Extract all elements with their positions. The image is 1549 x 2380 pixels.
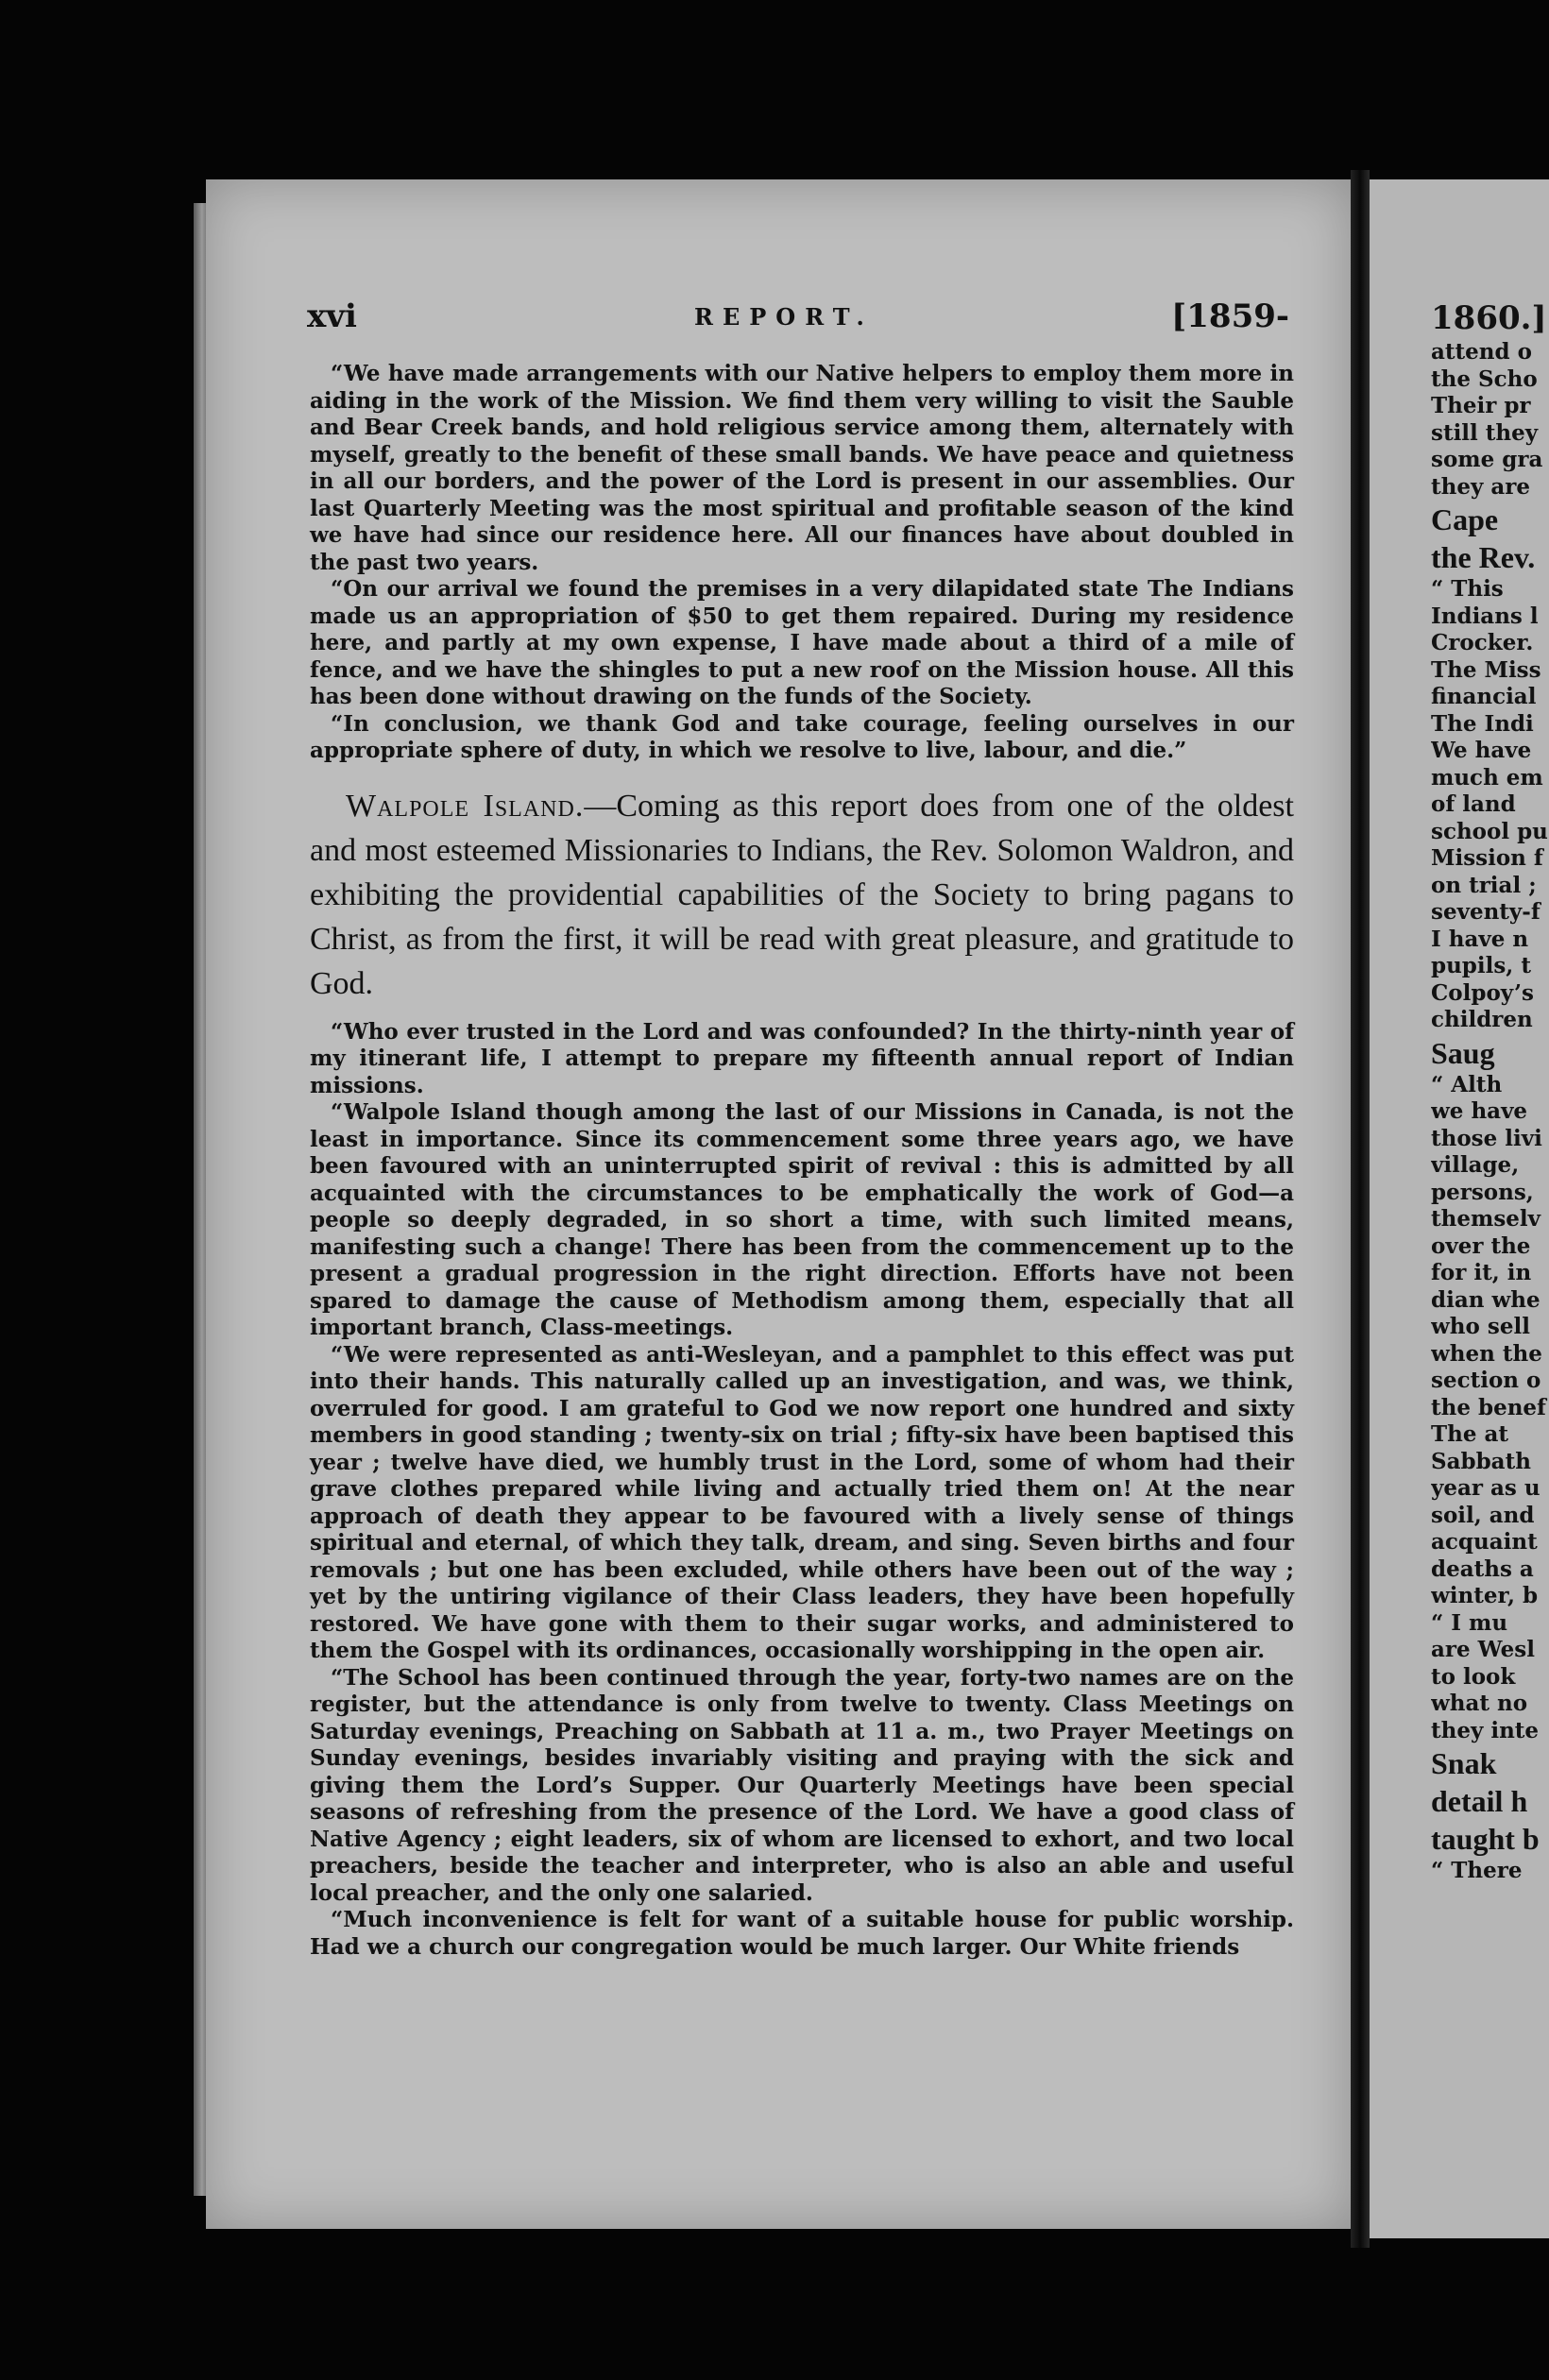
section-heading: Walpole Island. xyxy=(346,788,585,824)
right-page-line: We have xyxy=(1431,738,1532,763)
right-page-line: are Wesl xyxy=(1431,1637,1535,1662)
right-page-line: on trial ; xyxy=(1431,872,1537,898)
right-page-line: for it, in xyxy=(1431,1260,1532,1285)
right-page-line: The Indi xyxy=(1431,710,1534,737)
right-page-line: Snak xyxy=(1431,1746,1497,1780)
right-page-line: acquaint xyxy=(1431,1529,1538,1555)
right-page-line: school pu xyxy=(1431,818,1548,844)
right-page-line: Mission f xyxy=(1431,845,1543,871)
right-page-line: Crocker. xyxy=(1431,630,1534,655)
right-page-line: soil, and xyxy=(1431,1502,1535,1528)
right-page-line: financial xyxy=(1431,684,1537,709)
right-page-line: section o xyxy=(1431,1368,1541,1393)
right-page-line: year as u xyxy=(1431,1475,1540,1501)
paragraph: “On our arrival we found the premises in a very dilapidated state The Indians made us an appropriation of $50 to get them repaired. During my residence here, and partly at my own expense, I have made about a third of a mile of fence, and we have the shingles to put a new roof on the Mission house. All this has been done without drawing on the funds of the Society. xyxy=(310,576,1294,709)
right-page-line: when the xyxy=(1431,1340,1542,1367)
right-page-line: Saug xyxy=(1431,1035,1495,1070)
right-page-line: persons, xyxy=(1431,1179,1534,1205)
right-page-line: those livi xyxy=(1431,1125,1542,1151)
book-gutter xyxy=(1351,170,1370,2248)
section-text: —Coming as this report does from one of the oldest and most esteemed Missionaries to Indians, the Rev. Solomon Waldron, and exhibiting the providential capabilities of the Society to bring pagans to Christ, as from the first, it will be read with great pleasure, and gratitude to God. xyxy=(310,788,1294,1001)
right-page-line: still they xyxy=(1431,419,1539,446)
right-page-line: Indians l xyxy=(1431,603,1539,629)
right-page-line: to look xyxy=(1431,1663,1516,1690)
paragraph: “We were represented as anti-Wesleyan, and a pamphlet to this effect was put into their hands. This naturally called up an investigation, and was, we think, overruled for good. I am grateful to God we now report one hundred and sixty members in good standing ; twenty-six on trial ; fifty-six have been baptised this year ; twelve have died, we humbly trust in the Lord, some of whom had their grave clothes prepared while living and actually tried them on! At the near approach of death they appear to be favoured with a lively sense of things spiritual and eternal, of which they talk, dream, and sing. Seven births and four removals ; but one has been excluded, while others have been out of the way ; yet by the untiring vigilance of their Class leaders, they have been hopefully restored. We have gone with them to their sugar works, and administered to them the Gospel with its ordinances, occasionally worshipping in the open air. xyxy=(310,1341,1294,1663)
year-range: [1859- xyxy=(1171,298,1289,335)
right-page-line: they are xyxy=(1431,473,1531,500)
right-page-number: 1860.] xyxy=(1431,299,1547,337)
right-page-line: over the xyxy=(1431,1232,1531,1259)
right-page-line: Colpoy’s xyxy=(1431,979,1534,1006)
right-page-line: detail h xyxy=(1431,1784,1528,1818)
right-page-line: taught b xyxy=(1431,1822,1540,1856)
paragraph: “In conclusion, we thank God and take courage, feeling ourselves in our appropriate sphere of duty, in which we resolve to live, labour, and die.” xyxy=(310,710,1294,763)
right-page-line: winter, b xyxy=(1431,1583,1539,1608)
paragraph: “Much inconvenience is felt for want of a suitable house for public worship. Had we a church our congregation would be much larger. Our White friends xyxy=(310,1907,1294,1960)
right-page-line: The at xyxy=(1431,1421,1509,1447)
right-page-line: “ I mu xyxy=(1431,1609,1508,1636)
right-page-line: deaths a xyxy=(1431,1556,1534,1582)
right-page-line: dian whe xyxy=(1431,1286,1540,1313)
right-page-line: we have xyxy=(1431,1098,1528,1124)
right-page-line: village, xyxy=(1431,1152,1520,1178)
right-page-line: attend o xyxy=(1431,339,1532,365)
page-number: xvi xyxy=(307,298,357,335)
right-page-line: “ There xyxy=(1431,1858,1523,1883)
right-page-line: themselv xyxy=(1431,1206,1540,1232)
right-page-line: The Miss xyxy=(1431,656,1541,683)
right-page-line: some gra xyxy=(1431,447,1543,472)
right-page-line: the Rev. xyxy=(1431,540,1536,574)
right-page-text xyxy=(1431,298,1549,1885)
right-page-line: the Scho xyxy=(1431,366,1538,392)
paragraph: “The School has been continued through the year, forty-two names are on the register, but the attendance is only from twelve to twenty. Class Meetings on Saturday evenings, Preaching on Sabbath at 11 a. m., two Prayer Meetings on Sunday evenings, besides invariably visiting and praying with the sick and giving them the Lord’s Supper. Our Quarterly Meetings have been special seasons of refreshing from the presence of the Lord. We have a good class of Native Agency ; eight leaders, six of whom are licensed to exhort, and two local preachers, beside the teacher and interpreter, who is also an able and useful local preacher, and the only one salaried. xyxy=(310,1664,1294,1906)
right-page-line: “ This xyxy=(1431,576,1504,602)
running-head: REPORT. xyxy=(694,303,874,331)
right-page-line: Their pr xyxy=(1431,393,1531,418)
right-page-line: much em xyxy=(1431,764,1543,790)
paragraph: “Who ever trusted in the Lord and was confounded? In the thirty-ninth year of my itinerant life, I attempt to prepare my fifteenth annual report of Indian missions. xyxy=(310,1018,1294,1098)
section-intro xyxy=(310,784,1294,1006)
right-page-line: seventy-f xyxy=(1431,899,1540,925)
right-page-line: what no xyxy=(1431,1691,1528,1716)
right-page-line: Sabbath xyxy=(1431,1448,1531,1474)
right-page-line: children xyxy=(1431,1007,1533,1032)
paragraph: “Walpole Island though among the last of our Missions in Canada, is not the least in importance. Since its commencement some three years ago, we have been favoured with an uninterrupted spirit of revival : this is admitted by all acquainted with the circumstances to be emphatically the work of God—a people so deeply degraded, in so short a time, with such limited means, manifesting such a change! There has been from the commencement up to the present a gradual progression in the right direction. Efforts have not been spared to damage the cause of Methodism among them, especially that all important branch, Class-meetings. xyxy=(310,1099,1294,1340)
page-body xyxy=(310,361,1294,1961)
right-page-line: they inte xyxy=(1431,1717,1540,1743)
paragraph: “We have made arrangements with our Native helpers to employ them more in aiding in the work of the Mission. We find them very willing to visit the Sauble and Bear Creek bands, and hold religious service among them, alternately with myself, greatly to the benefit of these small bands. We have peace and quietness in all our borders, and the power of the Lord is present in our assemblies. Our last Quarterly Meeting was the most spiritual and profitable season of the kind we have had since our residence here. All our finances have about doubled in the past two years. xyxy=(310,361,1294,575)
right-page-line: pupils, t xyxy=(1431,953,1531,978)
right-page-line: the benef xyxy=(1431,1394,1546,1420)
right-page-line: I have n xyxy=(1431,926,1529,952)
right-page-line: “ Alth xyxy=(1431,1071,1503,1097)
right-page-line: Cape xyxy=(1431,502,1499,536)
right-page-line: who sell xyxy=(1431,1314,1530,1339)
right-page-line: of land xyxy=(1431,791,1516,817)
page-header xyxy=(307,298,1289,339)
